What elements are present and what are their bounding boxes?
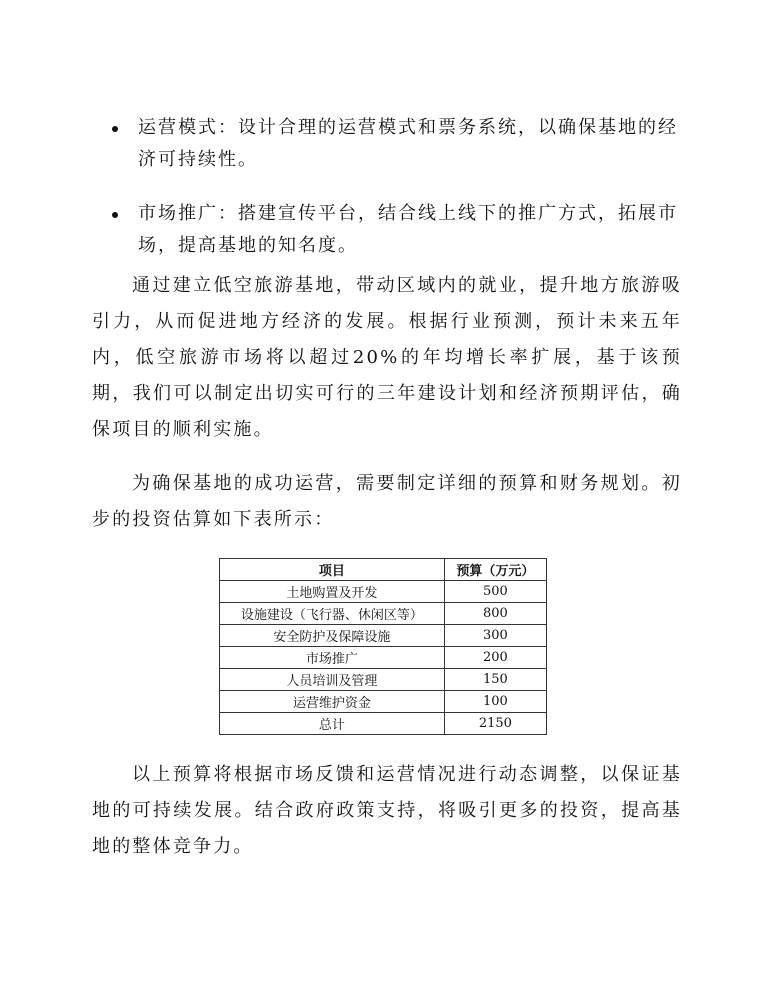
cell-budget: 150 bbox=[444, 669, 546, 691]
cell-budget: 2150 bbox=[444, 713, 546, 735]
header-item: 项目 bbox=[220, 559, 445, 581]
cell-budget: 100 bbox=[444, 691, 546, 713]
bullet-text: 运营模式：设计合理的运营模式和票务系统，以确保基地的经济可持续性。 bbox=[138, 117, 678, 170]
table-row bbox=[220, 691, 547, 713]
bullet-item-marketing bbox=[112, 198, 682, 262]
cell-item: 安全防护及保障设施 bbox=[220, 625, 445, 647]
bullet-text: 市场推广：搭建宣传平台，结合线上线下的推广方式，拓展市场，提高基地的知名度。 bbox=[138, 203, 678, 256]
cell-item: 设施建设（飞行器、休闲区等） bbox=[220, 603, 445, 625]
cell-item: 土地购置及开发 bbox=[220, 581, 445, 603]
table-row bbox=[220, 625, 547, 647]
table-row bbox=[220, 669, 547, 691]
budget-table bbox=[219, 558, 547, 735]
bullet-dot-icon bbox=[112, 212, 118, 218]
cell-item: 市场推广 bbox=[220, 647, 445, 669]
paragraph-budget-intro: 为确保基地的成功运营，需要制定详细的预算和财务规划。初步的投资估算如下表所示： bbox=[92, 473, 682, 530]
cell-item: 运营维护资金 bbox=[220, 691, 445, 713]
table-header-row bbox=[220, 559, 547, 581]
header-budget: 预算（万元） bbox=[444, 559, 546, 581]
bullet-list bbox=[112, 112, 682, 284]
bullet-item-operation-mode bbox=[112, 112, 682, 176]
bullet-dot-icon bbox=[112, 126, 118, 132]
table-row bbox=[220, 603, 547, 625]
cell-budget: 800 bbox=[444, 603, 546, 625]
cell-budget: 500 bbox=[444, 581, 546, 603]
paragraph-economic-impact: 通过建立低空旅游基地，带动区域内的就业，提升地方旅游吸引力，从而促进地方经济的发展。根据行业预测，预计未来五年内，低空旅游市场将以超过20%的年均增长率扩展，基于该预期，我们可以制定出切实可行的三年建设计划和经济预期评估，确保项目的顺利实施。 bbox=[92, 275, 682, 440]
table-row bbox=[220, 647, 547, 669]
cell-budget: 200 bbox=[444, 647, 546, 669]
cell-item: 总计 bbox=[220, 713, 445, 735]
paragraph-conclusion: 以上预算将根据市场反馈和运营情况进行动态调整，以保证基地的可持续发展。结合政府政策支持，将吸引更多的投资，提高基地的整体竞争力。 bbox=[92, 764, 682, 857]
table-row bbox=[220, 581, 547, 603]
cell-budget: 300 bbox=[444, 625, 546, 647]
cell-item: 人员培训及管理 bbox=[220, 669, 445, 691]
table-row-total bbox=[220, 713, 547, 735]
